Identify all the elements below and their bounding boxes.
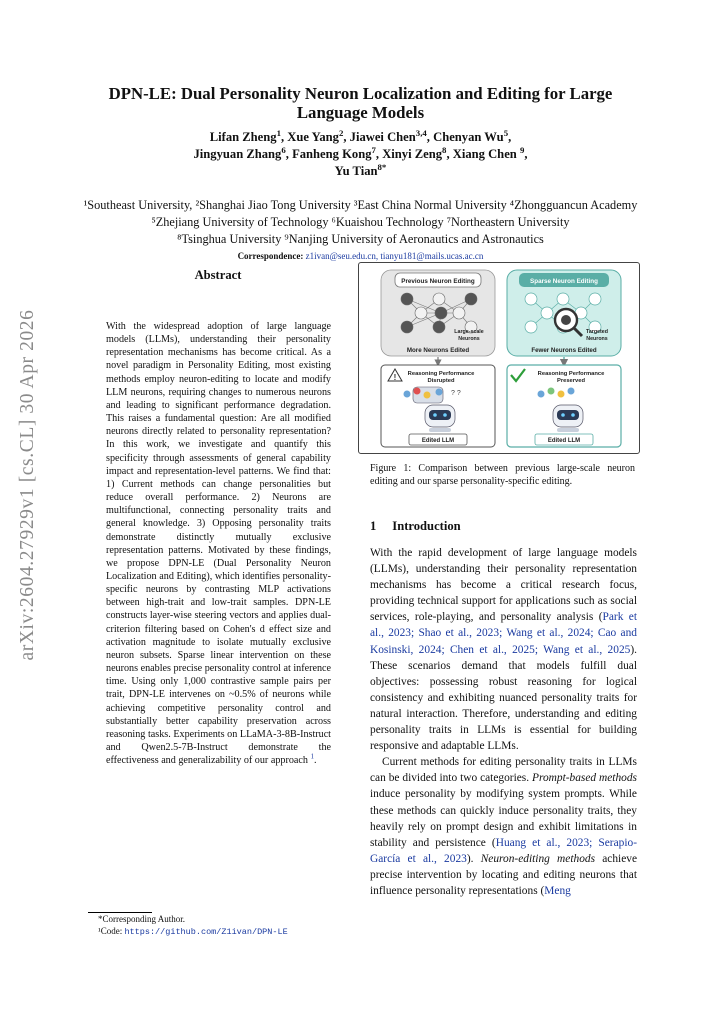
abstract-heading: Abstract xyxy=(194,268,242,282)
footnote-rule xyxy=(88,912,152,913)
footnote-code xyxy=(98,926,338,938)
right-network-label: Neurons xyxy=(586,336,608,342)
figure-1 xyxy=(358,262,640,454)
abstract-body: With the widespread adoption of large language models (LLMs), understanding their personality representation mechanisms has become critical. As a novel paradigm in Personality Editing, most existing methods employ neuron-editing to locate and modify LLM neurons, requiring changes to numerous neurons and leading to significant performance degradation. This raises a fundamental question: Are all modified neurons directly related to personality representation? In this work, we investigate and quantify this specificity through assessments of general capability impact and representation-level patterns. We find that: 1) Current methods can change personalities but reduce overall performance. 2) Neurons are multifunctional, connecting personality traits and general knowledge. 3) Opposing personality traits demonstrate distinctly mutually exclusive representation patterns. Motivated by these findings, we propose DPN-LE (Dual Personality Neuron Localization and Editing), which identifies personality-specific neurons by contrasting MLP activations between high-trait and low-trait samples. DPN-LE constructs layer-wise steering vectors and applies dual-criterion filtering based on Cohen's d effect size and activation magnitude to isolate mutually exclusive neuron subsets. Sparse linear intervention on these neurons enables precise personality control at inference time. Using only 1,000 contrastive sample pairs per trait, DPN-LE intervenes on ~0.5% of neurons while achieving competitive personality control and substantially better capability preservation across reasoning tasks. Experiments on LLaMA-3-8B-Instruct and Qwen2.5-7B-Instruct demonstrate the effectiveness and generalizability of our approach $^1$. xyxy=(106,321,331,767)
author: Lifan Zheng xyxy=(209,130,277,144)
right-result-text: Reasoning Performance xyxy=(537,371,605,377)
paper-title: DPN-LE: Dual Personality Neuron Localization and Editing for Large Language Models xyxy=(108,84,613,122)
footnote-code-label: ¹Code: xyxy=(98,926,125,936)
footnote-corresponding: *Corresponding Author. xyxy=(98,914,185,924)
author: Yu Tian xyxy=(334,164,378,178)
citation-link[interactable]: Park et al., 2023; Shao et al., 2023; Wang et al., 2024; Cao and Kosinski, 2024; Chen et al., 2025; Wang et al., 2025 xyxy=(370,611,637,656)
section-number: 1 xyxy=(370,519,377,533)
author: Fanheng Kong xyxy=(292,147,372,161)
left-result-text: Disrupted xyxy=(427,378,455,384)
author-line-3: Yu Tian$^{8*}$ xyxy=(334,161,387,178)
left-llm-label: Edited LLM xyxy=(421,438,455,444)
author: Xue Yang xyxy=(287,130,339,144)
right-panel-title: Sparse Neuron Editing xyxy=(530,278,598,285)
author-line-2: Jingyuan Zhang$^6$, Fanheng Kong$^7$, Xinyi Zeng$^8$, Xiang Chen $^9$, xyxy=(193,144,528,161)
correspondence xyxy=(150,251,571,261)
affiliation-line: ¹Southeast University, ²Shanghai Jiao Tong University ³East China Normal University ⁴Zhongguancun Academy xyxy=(83,198,638,212)
author: Chenyan Wu xyxy=(433,130,504,144)
paragraph: With the rapid development of large language models (LLMs), understanding their personality representation mechanisms has become a critical research focus, providing technical support for applications such as social services, role-playing, and personality analysis (Park et al., 2023; Shao et al., 2023; Wang et al., 2024; Cao and Kosinski, 2024; Chen et al., 2025; Wang et al., 2025). These scenarios demand that models fulfill dual objectives: possessing robust reasoning for logical consistency and exhibiting nuanced personality traits for natural interaction. Therefore, understanding and editing personality traits in LLMs is essential for building responsive and adaptable LLMs. xyxy=(370,547,637,753)
citation-link[interactable]: Meng xyxy=(544,884,571,897)
left-network-label: Neurons xyxy=(458,336,480,342)
right-count-label: Fewer Neurons Edited xyxy=(531,347,597,354)
citation-link[interactable]: Huang et al., 2023; Serapio-García et al., 2023 xyxy=(370,836,637,865)
left-panel-title: Previous Neuron Editing xyxy=(401,278,475,285)
arxiv-id-text: arXiv:2604.27929v1 [cs.CL] 30 Apr 2026 xyxy=(17,309,38,661)
correspondence-label: Correspondence: xyxy=(237,251,304,261)
svg-text:!: ! xyxy=(393,373,397,382)
author: Xiang Chen xyxy=(452,147,520,161)
affiliation-line: ⁸Tsinghua University ⁹Nanjing University of Aeronautics and Astronautics xyxy=(177,232,544,246)
svg-text:? ?: ? ? xyxy=(451,390,461,397)
affiliation-line: ⁵Zhejiang University of Technology ⁶Kuaishou Technology ⁷Northeastern University xyxy=(151,215,570,229)
author-list xyxy=(90,129,631,180)
figure-1-diagram xyxy=(359,263,639,453)
left-count-label: More Neurons Edited xyxy=(406,347,470,354)
abstract-text: With the widespread adoption of large language models (LLMs), understanding their personality representation mechanisms has become critical. As a novel paradigm in Personality Editing, most existing methods employ neuron-editing to locate and modify LLM neurons, requiring changes to numerous neurons and leading to significant performance degradation. This raises a fundamental question: Are all modified neurons directly related to personality representation? In this work, we investigate and quantify this specificity through assessments of general capability impact and representation-level patterns. We find that: 1) Current methods can change personalities but reduce overall performance. 2) Neurons are multifunctional, connecting personality traits and general knowledge. 3) Opposing personality traits demonstrate distinctly mutually exclusive representation patterns. Motivated by these findings, we propose DPN-LE (Dual Personality Neuron Localization and Editing), which identifies personality-specific neurons by contrasting MLP activations between high-trait and low-trait samples. DPN-LE constructs layer-wise steering vectors and applies dual-criterion filtering based on Cohen's d effect size and activation magnitude to isolate mutually exclusive neuron subsets. Sparse linear intervention on these neurons enables precise personality control at inference time. Using only 1,000 contrastive sample pairs per trait, DPN-LE intervenes on ~0.5% of neurons while achieving competitive personality control and substantially better capability preservation across reasoning tasks. Experiments on LLaMA-3-8B-Instruct and Qwen2.5-7B-Instruct demonstrate the effectiveness and generalizability of our approach xyxy=(106,321,331,767)
author-line-1: Lifan Zheng$^1$, Xue Yang$^2$, Jiawei Chen$^{3,4}$, Chenyan Wu$^5$, xyxy=(209,127,512,144)
author: Jiawei Chen xyxy=(349,130,416,144)
left-result-text: Reasoning Performance xyxy=(407,371,475,377)
author: Xinyi Zeng xyxy=(382,147,443,161)
arxiv-identifier xyxy=(8,300,48,670)
paragraph: Current methods for editing personality traits in LLMs can be divided into two categories. Prompt-based methods induce personality by modifying system prompts. While these methods can quickly induce personality traits, they heavily rely on prompt design and exhibit limitations in stability and persistence (Huang et al., 2023; Serapio-García et al., 2023). Neuron-editing methods achieve precise intervention by locating and editing neurons that influence personality representations (Meng xyxy=(370,756,637,897)
section-title: Introduction xyxy=(392,519,461,533)
figure-1-caption: Figure 1: Comparison between previous large-scale neuron editing and our sparse personality-specific editing. xyxy=(370,463,635,487)
affiliations xyxy=(20,197,701,248)
author: Jingyuan Zhang xyxy=(193,147,282,161)
left-network-label: Large-scale xyxy=(454,329,484,335)
right-result-text: Preserved xyxy=(556,378,586,384)
abstract-footnote-mark[interactable]: 1 xyxy=(310,752,315,761)
section-heading xyxy=(370,519,461,534)
right-llm-label: Edited LLM xyxy=(547,438,581,444)
correspondence-emails[interactable]: z1ivan@seu.edu.cn, tianyu181@mails.ucas.ac.cn xyxy=(305,251,484,261)
introduction-body xyxy=(370,545,637,899)
right-network-label: Targeted xyxy=(586,329,608,335)
code-link[interactable]: https://github.com/Z1ivan/DPN-LE xyxy=(124,927,288,937)
